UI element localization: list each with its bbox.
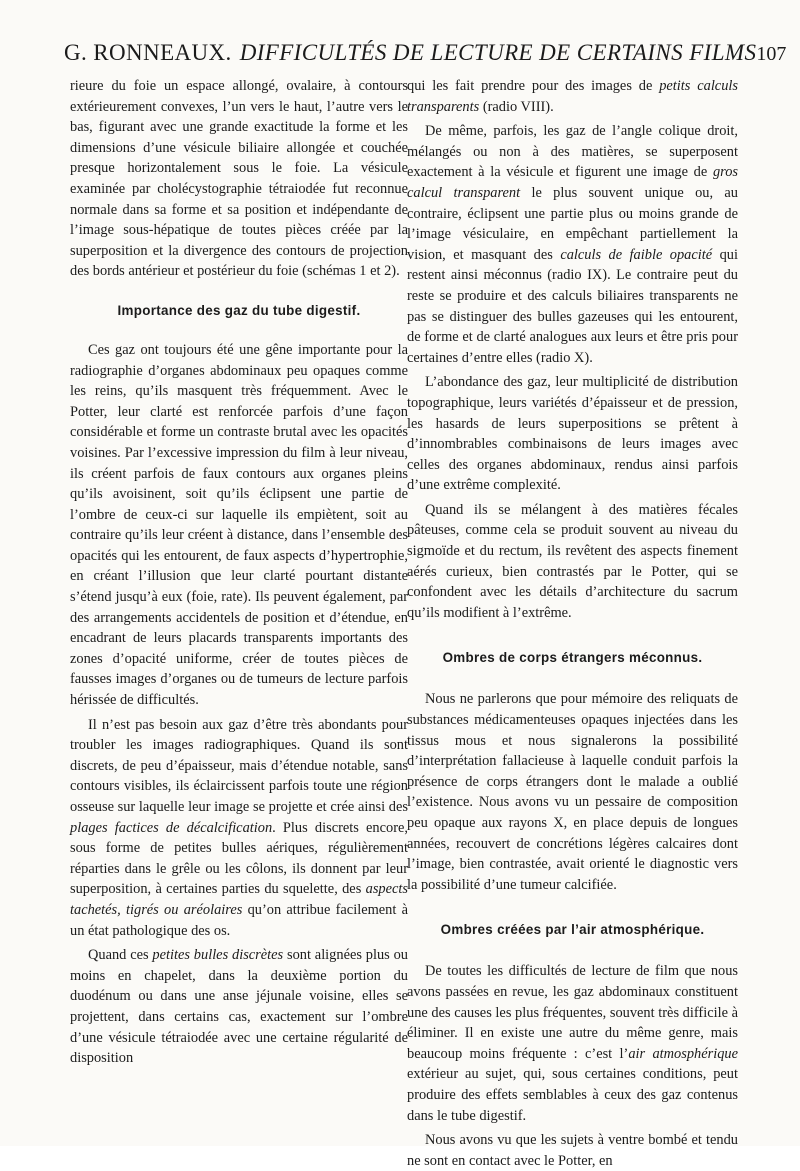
text-run: De même, parfois, les gaz de l’angle colique droit, mélangés ou non à des matières, se superposent exactement à la vésicule et figurent une image de [407,123,738,181]
italic-run: petites bulles discrètes [152,947,284,964]
italic-run: air atmosphérique [628,1045,739,1062]
text-run: qu’on attribue facilement à un état pathologique des os. [70,901,408,939]
section-heading-gaz: Importance des gaz du tube digestif. [117,302,361,318]
paragraph: rieure du foie un espace allongé, ovalaire, à contours extérieurement convexes, l’un vers le haut, l’autre vers le bas, figurant avec une grande exactitude la forme et les dimensions d’une vésicule biliaire allongée et couchée presque horizontalement sous le foie. La vésicule examinée par cholécystographie tétraiodée fut reconnue normale dans sa forme et sa position et indépendante de l’image sous-hépatique de toutes pièces créée par la superposition et la divergence des contours de projection des bords antérieur et postérieur du foie (schémas 1 et 2). [70,78,408,280]
left-column [70,76,408,1069]
right-column [407,76,738,1171]
running-head [64,40,787,74]
section-heading-corps-etrangers: Ombres de corps étrangers méconnus. [442,650,703,666]
text-run: Il n’est pas besoin aux gaz d’être très abondants pour troubler les images radiographiques. Quand ils sont discrets, de peu d’épaisseur, mais d’étendue notable, sans contours visibles, ils éclaircissent parfois toute une région osseuse sur laquelle leur image se projette et crée ainsi des [70,716,408,815]
paragraph [70,945,408,1069]
text-run: extérieur au sujet, qui, sous certaines conditions, peut produire des effets semblables à ceux des gaz contenus dans le tube digestif. [407,1066,738,1124]
italic-run: gros calcul transparent [407,164,738,201]
author-name: G. RONNEAUX. [64,40,232,65]
italic-run: calculs de faible opacité [560,246,713,263]
text-run: sont alignées plus ou moins en chapelet, dans la deuxième portion du duodénum ou dans une anse jéjunale voisine, elles se projettent, dans certains cas, exactement sur l’ombre d’une vésicule tétraiodée avec une certaine régularité de disposition [70,947,408,1067]
italic-run: petits calculs transparents [407,78,738,115]
page-number: 107 [756,43,787,65]
text-run: . Plus discrets encore, sous forme de petites bulles aériques, régulièrement réparties dans le grêle ou les côlons, ils donnent par leur superposition, à certaines parties du squelette, des [70,819,408,898]
text-run: qui les fait prendre pour des images de [407,78,660,94]
paragraph [407,961,738,1126]
text-run: qui restent ainsi méconnus (radio IX). Le contraire peut du reste se produire et des calculs biliaires transparents ne pas se distinguer des bulles gazeuses qui les entourent, de forme et de clarté analogues aux leurs et être pris pour certaines d’entre elles (radio X). [407,246,738,366]
paragraph [70,715,408,942]
text-run: De toutes les difficultés de lecture de film que nous avons passées en revue, les gaz abdominaux constituent une des causes les plus fréquentes, souvent très difficile à éliminer. Il en existe une autre du même genre, mais beaucoup moins fréquente : c’est l’ [407,963,738,1062]
section-heading-air: Ombres créées par l’air atmosphérique. [440,922,705,938]
article-title: DIFFICULTÉS DE LECTURE DE CERTAINS FILMS [239,40,757,65]
paragraph: Nous ne parlerons que pour mémoire des reliquats de substances médicamenteuses opaques injectées dans les tissus mous et nous signalerons la possibilité d’interprétation fallacieuse à laquelle conduit parfois la présence de corps étrangers dont le malade a oublié l’existence. Nous avons vu un pessaire de composition peu opaque aux rayons X, en place depuis de longues années, recouvert de concrétions légères calcaires dont l’image, bien contrastée, avait orienté le diagnostic vers la possibilité d’une tumeur calcifiée. [407,691,738,893]
paragraph: Quand ils se mélangent à des matières fécales pâteuses, comme cela se produit souvent au niveau du sigmoïde et du rectum, ils revêtent des aspects finement aérés curieux, bien contrastés par le Potter, qui se confondent avec les détails d’architecture du sacrum qu’ils modifient à l’extrême. [407,501,738,621]
text-run: Quand ces [88,947,153,964]
text-run: le plus souvent unique ou, au contraire, éclipsent une partie plus ou moins grande de l’image vésiculaire, en empêchant partiellement la vision, et masquant des [407,184,738,263]
paragraph: L’abondance des gaz, leur multiplicité de distribution topographique, leurs variétés d’épaisseur et de pression, les hasards de leurs superpositions se prêtent à d’innombrables combinaisons de leurs images avec celles des organes abdominaux, rendus ainsi parfois d’une extrême complexité. [407,374,738,494]
text-run: (radio VIII). [479,98,554,115]
paragraph: Nous avons vu que les sujets à ventre bombé et tendu ne sont en contact avec le Potter, en [407,1132,738,1169]
italic-run: aspects tachetés, tigrés ou aréolaires [70,881,408,918]
paragraph [407,76,738,117]
paragraph [407,121,738,368]
italic-run: plages factices de décalcification [70,819,273,836]
paragraph: Ces gaz ont toujours été une gêne importante pour la radiographie d’organes abdominaux peu opaques comme les reins, qu’ils masquent très fréquemment. Avec le Potter, leur clarté est renforcée parfois d’une façon considérable et forme un contraste brutal avec les opacités voisines. Par l’excessive impression du film à leur niveau, ils créent parfois de faux contours aux organes pleins qu’ils avoisinent, soit qu’ils éclipsent une partie de l’ombre de ceux-ci sur laquelle ils empiètent, soit au contraire qu’ils leur créent à distance, dans l’ensemble des opacités qui les entourent, de faux aspects d’hypertrophie, en créant l’illusion que leur clarté pourtant distante s’étend jusqu’à eux (foie, rate). Ils peuvent également, par des arrangements accidentels de position et d’étendue, en encadrant de leurs placards transparents importants des zones d’opacité uniforme, créer de toutes pièces de fausses images d’organes ou de tumeurs de lecture parfois hérissée de difficultés. [70,341,408,709]
running-head-title [64,40,756,66]
